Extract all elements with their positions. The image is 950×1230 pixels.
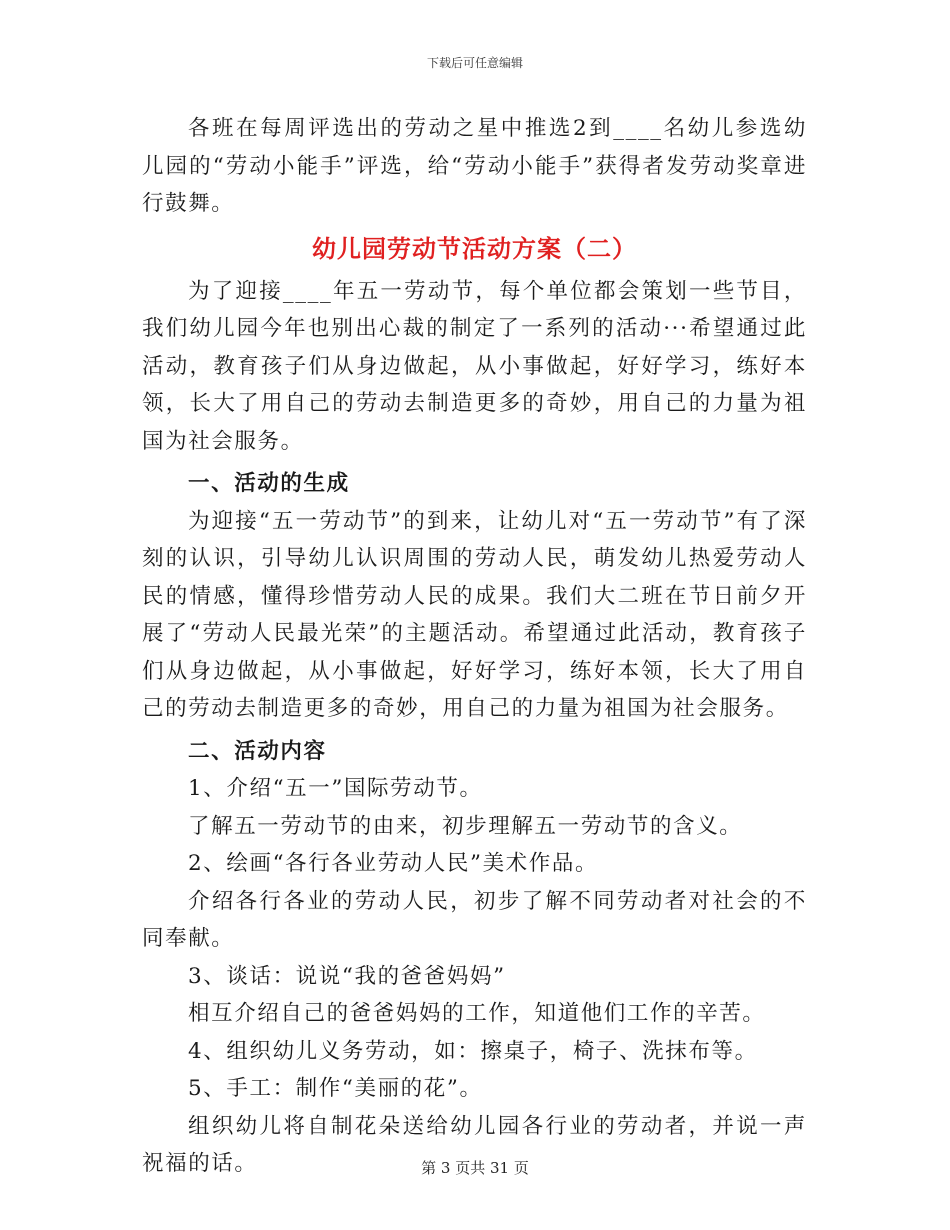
paragraph-origin: 为迎接“五一劳动节”的到来，让幼儿对“五一劳动节”有了深刻的认识，引导幼儿认识周围的劳动人民，萌发幼儿热爱劳动人民的情感，懂得珍惜劳动人民的成果。我们大二班在节日前夕开展了“劳动人民最光荣”的主题活动。希望通过此活动，教育孩子们从身边做起，从小事做起，好好学习，练好本领，长大了用自己的劳动去制造更多的奇妙，用自己的力量为祖国为社会服务。 [142, 508, 807, 721]
document-body [142, 110, 807, 1183]
paragraph-intro: 为了迎接____年五一劳动节，每个单位都会策划一些节目，我们幼儿园今年也别出心裁的制定了一系列的活动···希望通过此活动，教育孩子们从身边做起，从小事做起，好好学习，练好本领，长大了用自己的劳动去制造更多的奇妙，用自己的力量为祖国为社会服务。 [142, 278, 807, 454]
list-item-2-desc: 介绍各行各业的劳动人民，初步了解不同劳动者对社会的不同奉献。 [142, 888, 807, 951]
list-item-2: 2、绘画“各行各业劳动人民”美术作品。 [188, 851, 599, 876]
list-item-3-desc: 相互介绍自己的爸爸妈妈的工作，知道他们工作的辛苦。 [188, 1001, 766, 1026]
page-number: 第 3 页共 31 页 [421, 1159, 529, 1177]
list-item-1: 1、介绍“五一”国际劳动节。 [188, 776, 483, 801]
list-item-4: 4、组织幼儿义务劳动，如：擦桌子，椅子、洗抹布等。 [188, 1038, 758, 1064]
list-item-1-desc: 了解五一劳动节的由来，初步理解五一劳动节的含义。 [188, 813, 743, 839]
list-item-5: 5、手工：制作“美丽的花”。 [188, 1076, 483, 1101]
page-header: 下载后可任意编辑 [426, 56, 523, 70]
paragraph-awards: 各班在每周评选出的劳动之星中推选2到____名幼儿参选幼儿园的“劳动小能手”评选，给“劳动小能手”获得者发劳动奖章进行鼓舞。 [142, 116, 807, 216]
heading-activity-content: 二、活动内容 [188, 738, 327, 764]
heading-activity-origin: 一、活动的生成 [188, 471, 350, 496]
section-title: 幼儿园劳动节活动方案（二） [312, 234, 637, 263]
list-item-3: 3、谈话：说说“我的爸爸妈妈” [188, 963, 506, 989]
paragraph-closing: 组织幼儿将自制花朵送给幼儿园各行业的劳动者，并说一声祝福的话。 [142, 1113, 807, 1176]
